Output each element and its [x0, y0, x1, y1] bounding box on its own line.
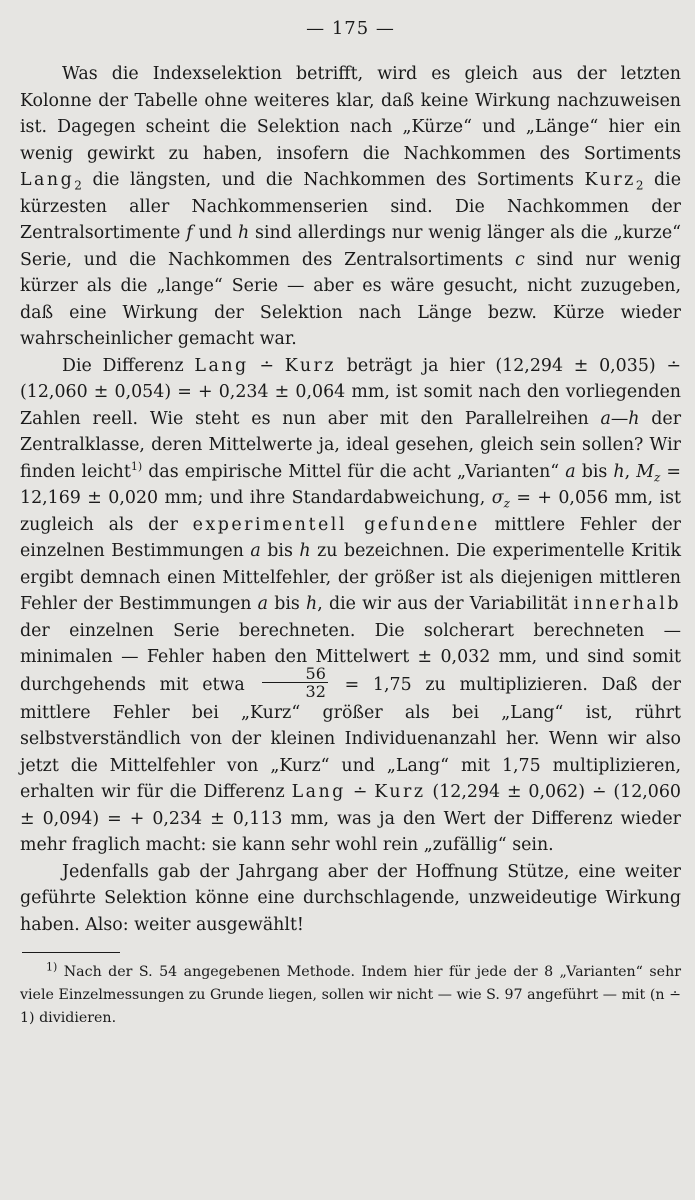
paragraph-1 [20, 61, 681, 353]
math-variable: a [250, 541, 261, 561]
text-run: = 12,169 ± 0,020 mm; und ihre Standardabweichung, [20, 461, 681, 508]
text-run: Die Differenz [62, 355, 195, 376]
math-variable: c [515, 249, 525, 270]
text-run: (12,294 ± 0,062) ∸ (12,060 ± 0,094) = + 0,234 ± 0,113 mm, was ja den Wert der Differenz wieder mehr fraglich macht: sie kann sehr wohl rein „zufällig“ sein. [20, 782, 681, 855]
text-run: , [624, 461, 637, 482]
math-variable: h [613, 461, 625, 482]
math-variable: M [636, 461, 655, 482]
paragraph-3 [20, 859, 681, 939]
text-run: bis [268, 594, 307, 614]
text-run: bis [260, 541, 300, 561]
text-run: , die wir aus der Variabilität [317, 594, 574, 614]
footnote [20, 961, 681, 1030]
text-run: die kürzesten aller Nachkommenserien sind. Die Nachkommen der Zentralsortimente [20, 170, 681, 243]
body-text [20, 61, 681, 938]
math-variable: h [299, 541, 311, 561]
text-run: der Zentralklasse, deren Mittelwerte ja, ideal gesehen, gleich sein sollen? Wir finden leicht [20, 408, 682, 482]
text-run: Jedenfalls gab der Jahrgang aber der Hoffnung Stütze, eine weiter geführte Selektion könne eine durchschlagende, unzweideutige Wirkung haben. Also: weiter ausgewählt! [20, 861, 681, 935]
math-variable: f [186, 223, 193, 243]
footnote-text: Nach der S. 54 angegebenen Methode. Indem hier für jede der 8 „Varianten“ sehr viele Einzelmessungen zu Grunde liegen, sollen wir nicht — wie S. 97 angeführt — mit (n ∸ 1) dividieren. [20, 964, 681, 1026]
text-run: die längsten, und die Nachkommen des Sortiments [81, 170, 585, 190]
text-run: — [610, 408, 629, 429]
spaced-emphasis: Kurz [584, 170, 636, 190]
fraction-denominator: 32 [305, 681, 326, 701]
math-variable: a [565, 461, 576, 482]
spaced-emphasis: Kurz [284, 355, 337, 376]
subscript: 2 [635, 178, 644, 193]
math-variable: a [257, 594, 269, 614]
text-run: das empirische Mittel für die acht „Varianten“ [142, 461, 566, 482]
footnote-divider [22, 952, 120, 953]
text-run: = + 0,056 mm, ist zugleich als der [20, 488, 681, 535]
text-run: ∸ [248, 355, 285, 376]
math-variable: a [600, 408, 611, 429]
text-run: Was die Indexselektion betrifft, wird es gleich aus der letzten Kolonne der Tabelle ohne weiteres klar, daß keine Wirkung nachzuweisen ist. Dagegen scheint die Selektion nach „Kürze“ und „Länge“ hier ein wenig gewirkt zu haben, insofern die Nachkommen des Sortiments [20, 64, 681, 164]
paragraph-2 [20, 353, 681, 859]
math-variable: h [306, 594, 318, 614]
fraction [262, 665, 328, 700]
subscript: 2 [74, 178, 82, 193]
footnote-marker: 1) [46, 960, 58, 974]
text-run: beträgt ja hier (12,294 ± 0,035) ∸ (12,060 ± 0,054) = + 0,234 ± 0,064 mm, ist somit nach den vorliegenden Zahlen reell. Wie steht es nun aber mit den Parallelreihen [20, 355, 681, 429]
page-number: — 175 — [306, 18, 395, 39]
math-variable: h [628, 408, 640, 429]
subscript: z [503, 496, 510, 511]
spaced-emphasis: Kurz [374, 782, 426, 802]
text-run: und [192, 223, 238, 243]
spaced-emphasis: Lang [194, 355, 249, 376]
spaced-emphasis: experimentell gefundene [192, 514, 480, 535]
spaced-emphasis: Lang [20, 170, 75, 190]
spaced-emphasis: innerhalb [573, 594, 681, 614]
text-run: bis [575, 461, 614, 482]
spaced-emphasis: Lang [291, 782, 346, 802]
text-run: zu bezeichnen. Die experimentelle Kritik ergibt demnach einen Mittelfehler, der größer ist als diejenigen mittleren Fehler der Bestimmungen [20, 541, 681, 614]
footnote-reference: 1) [130, 459, 143, 473]
text-run: ∸ [345, 782, 375, 802]
math-variable: σ [491, 488, 504, 508]
text-run: sind allerdings nur wenig länger als die „kurze“ Serie, und die Nachkommen des Zentralsortiments [20, 223, 682, 270]
text-run: der einzelnen Serie berechneten. Die solcherart berechneten — minimalen — Fehler haben den Mittelwert ± 0,032 mm, und sind somit durchgehends mit etwa [20, 620, 681, 695]
math-variable: h [237, 223, 250, 243]
fraction-numerator: 56 [262, 665, 328, 683]
text-run: mittlere Fehler der einzelnen Bestimmungen [20, 514, 681, 561]
text-run: sind nur wenig kürzer als die „lange“ Serie — aber es wäre gesucht, nicht zuzugeben, daß eine Wirkung der Selektion nach Länge bezw. Kürze wieder wahrscheinlicher gemacht war. [20, 249, 681, 349]
subscript: z [654, 469, 661, 484]
text-run: = 1,75 zu multiplizieren. Daß der mittlere Fehler bei „Kurz“ größer als bei „Lang“ ist, rührt selbstverständlich von der kleinen Individuenanzahl her. Wenn wir also jetzt die Mittelfehler von „Kurz“ und „Lang“ mit 1,75 multiplizieren, erhalten wir für die Differenz [20, 674, 681, 802]
